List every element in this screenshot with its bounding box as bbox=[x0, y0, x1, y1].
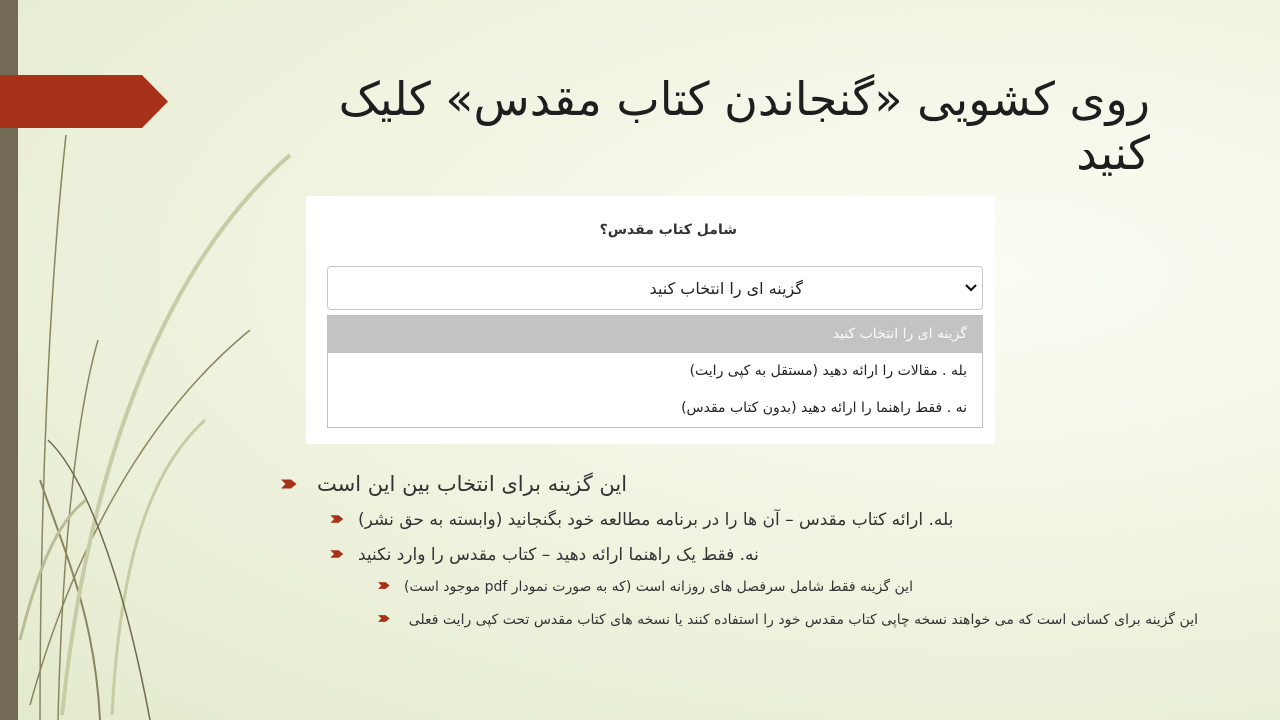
arrow-bullet-icon bbox=[281, 478, 297, 490]
bullet-level2-no bbox=[330, 544, 759, 566]
bullet-text: نه. فقط یک راهنما ارائه دهید – کتاب مقدس را وارد نکنید bbox=[358, 545, 759, 565]
arrow-bullet-icon bbox=[330, 514, 344, 524]
bullet-text: این گزینه برای انتخاب بین این است bbox=[317, 472, 628, 496]
bullet-level3-print bbox=[378, 611, 1198, 629]
dropdown-options-list bbox=[327, 315, 983, 428]
option-no-guide-only[interactable]: نه . فقط راهنما را ارائه دهید (بدون کتاب مقدس) bbox=[681, 400, 967, 416]
slide-title-line-1: روی کشویی «گنجاندن کتاب مقدس» کلیک bbox=[338, 72, 1150, 126]
option-choose-placeholder[interactable]: گزینه ای را انتخاب کنید bbox=[328, 316, 982, 353]
arrow-bullet-icon bbox=[378, 581, 390, 590]
arrow-bullet-icon bbox=[330, 549, 344, 559]
slide-title-line-2: کنید bbox=[1076, 126, 1150, 180]
bullet-level3-outlines bbox=[378, 578, 913, 596]
bullet-level2-yes bbox=[330, 509, 953, 531]
select-current-value: گزینه ای را انتخاب کنید bbox=[649, 279, 803, 298]
bullet-text: این گزینه فقط شامل سرفصل های روزانه است (که به صورت نمودار pdf موجود است) bbox=[404, 579, 913, 595]
slide-title bbox=[280, 72, 1150, 180]
bullet-level1 bbox=[281, 471, 627, 497]
bible-question-label: شامل کتاب مقدس؟ bbox=[599, 222, 737, 238]
decorative-grass-lines bbox=[0, 0, 300, 720]
arrow-bullet-icon bbox=[378, 614, 390, 623]
bullet-text: بله. ارائه کتاب مقدس – آن ها را در برنامه مطالعه خود بگنجانید (وابسته به حق نشر) bbox=[358, 510, 954, 530]
option-yes-with-bible[interactable]: بله . مقالات را ارائه دهید (مستقل به کپی رایت) bbox=[689, 363, 967, 379]
chevron-down-icon bbox=[964, 282, 978, 294]
bullet-text: این گزینه برای کسانی است که می خواهند نسخه چاپی کتاب مقدس خود را استفاده کنند یا نسخه های کتاب مقدس تحت کپی رایت فعلی bbox=[408, 612, 1198, 628]
